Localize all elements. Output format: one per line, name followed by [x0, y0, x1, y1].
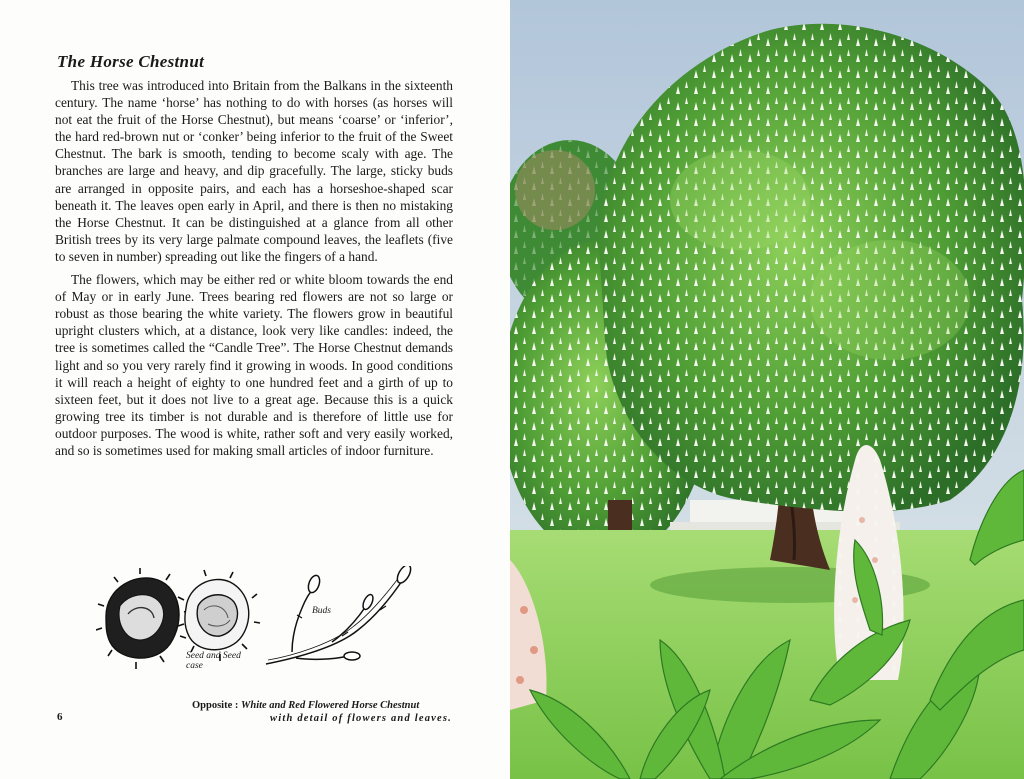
paragraph-1: This tree was introduced into Britain from the Balkans in the sixteenth century. The name ‘horse’ has nothing to do with horses (as horses will not eat the fruit of the Horse Chestnut), but means ‘coarse’ or ‘inferior’, the hard red-brown nut or ‘conker’ being inferior to the fruit of the Sweet Chestnut. The bark is smooth, tending to become scaly with age. The branches are large and heavy, and dip gracefully. The large, sticky buds are arranged in opposite pairs, and each has a horseshoe-shaped scar beneath it. The leaves open early in April, and there is then no mistaking the Horse Chestnut. It can be distinguished at a glance from all other British trees by its very large palmate compound leaves, the leaflets (five to seven in number) spreading out like the fingers of a hand. — [55, 78, 453, 264]
seed-label: Seed and Seed case — [186, 651, 241, 671]
caption — [192, 699, 452, 725]
seed-and-buds-illustration — [96, 566, 416, 676]
right-page-painting — [510, 0, 1024, 779]
seed-case-icon — [178, 570, 260, 661]
buds-label: Buds — [312, 606, 331, 616]
buds-twig-icon — [266, 566, 413, 664]
paragraph-2: The flowers, which may be either red or white bloom towards the end of May or in early June. Trees bearing red flowers are not so large or robust as those bearing the white variety. The flowers grow in beautiful upright clusters which, at a distance, look very like candles: indeed, the tree is sometimes called the “Candle Tree”. The Horse Chestnut demands light and so you very rarely find it growing in woods. In good conditions it will reach a height of eighty to one hundred feet and a girth of up to sixteen feet, but it does not live to a great age. Because this is a quick growing tree its timber is not durable and is therefore of little use for outdoor purposes. The wood is white, rather soft and very easily worked, and so is sometimes used for making small articles of indoor furniture. — [55, 272, 453, 458]
body-text — [55, 77, 453, 465]
conker-in-case-icon — [96, 568, 190, 669]
caption-lead: Opposite : — [192, 700, 239, 711]
page-number: 6 — [57, 711, 63, 723]
left-page — [0, 0, 510, 779]
horse-chestnut-painting — [510, 0, 1024, 779]
caption-line-2: with detail of flowers and leaves. — [270, 713, 452, 724]
page-title: The Horse Chestnut — [57, 52, 205, 71]
caption-line-1: White and Red Flowered Horse Chestnut — [241, 700, 420, 711]
